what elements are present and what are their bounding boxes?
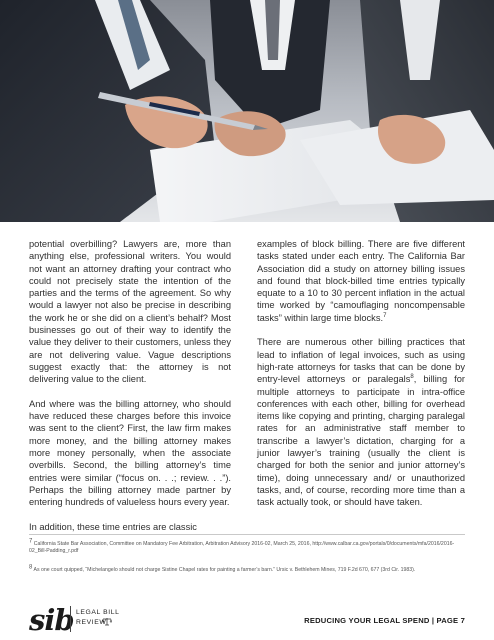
body-column-right [257,238,465,521]
logo-text-line1: LEGAL BILL [76,609,120,616]
footnote-text: California State Bar Association, Committee on Mandatory Fee Arbitration, Arbitration Advisory 2016-02, March 25, 2016, http://www.calbar.ca.gov/portals/0/documents/mfa/2016/2016-02_Bill-Padding_r.pdf [29,541,455,555]
handshake-photo-illustration [0,0,494,222]
paragraph [257,336,465,508]
justice-scale-icon [102,617,112,626]
paragraph: And where was the billing attorney, who should have reduced these charges before this invoice was sent to the client? First, the law firm makes more money, and the billing attorney makes more money personally, when the associate overbills. Second, the billing attorney’s time entries were similar (“focus on. . .; review. . .”). Perhaps the billing attorney made partner by entering hundreds of valueless hours every year. [29,398,231,508]
footnote-text: As one court quipped, “Michelangelo should not charge Sistine Chapel rates for painting a farmer’s barn.” Ursic v. Bethlehem Mines, 719 F.2d 670, 677 (3rd Cir. 1983). [33,567,416,573]
footnote [29,538,469,555]
logo-divider [70,606,71,632]
paragraph-text: There are numerous other billing practices that lead to inflation of legal invoices, such as using high-rate attorneys for tasks that can be done by entry-level attorneys or paralegals [257,337,465,385]
paragraph-text: examples of block billing. There are five different tasks stated under each entry. The California Bar Association did a study on attorney billing issues and found that block-billed time entries typically equate to a 10 to 30 percent inflation in the actual time worked by “camouflaging noncompensable tasks” within large time blocks. [257,239,465,323]
logo-text-line2: REVIEW [76,619,107,626]
paragraph: potential overbilling? Lawyers are, more than anything else, professional writers. You would not want an attorney drafting your contract who could not precisely state the intention of the parties and the terms of the agreement. So why would a lawyer not also be precise in describing the work he or she did on a client’s behalf? Most businesses go out of their way to identify the value they deliver to their customers, unless they are not delivering value. Vague descriptions suggest exactly that: the attorney is not delivering value to the client. [29,239,231,385]
hero-photo [0,0,494,222]
body-column-left [29,238,231,545]
footnote-ref: 7 [383,312,387,319]
paragraph: In addition, these time entries are classic [29,521,197,532]
page-label: REDUCING YOUR LEGAL SPEND | PAGE 7 [304,616,465,625]
paragraph-text: , billing for multiple attorneys to participate in intra-office conferences with each other, billing for overhead items like copying and printing, charging paralegal rates for an administrative staff member to transcribe a lawyer’s dictation, charging for a junior lawyer’s training (usually the client is charged for both the senior and junior attorney’s time), doing unnecessary and/ or unauthorized tasks, and, of course, recording more time than a task actually took, or should have taken. [257,374,465,508]
paragraph [257,238,465,324]
footnote-ref: 8 [410,374,414,381]
footnote-divider [29,534,465,535]
footnote [29,564,469,574]
footnote-number: 7 [29,538,33,545]
footnote-number: 8 [29,564,33,571]
company-logo-mark: sib [29,603,74,637]
